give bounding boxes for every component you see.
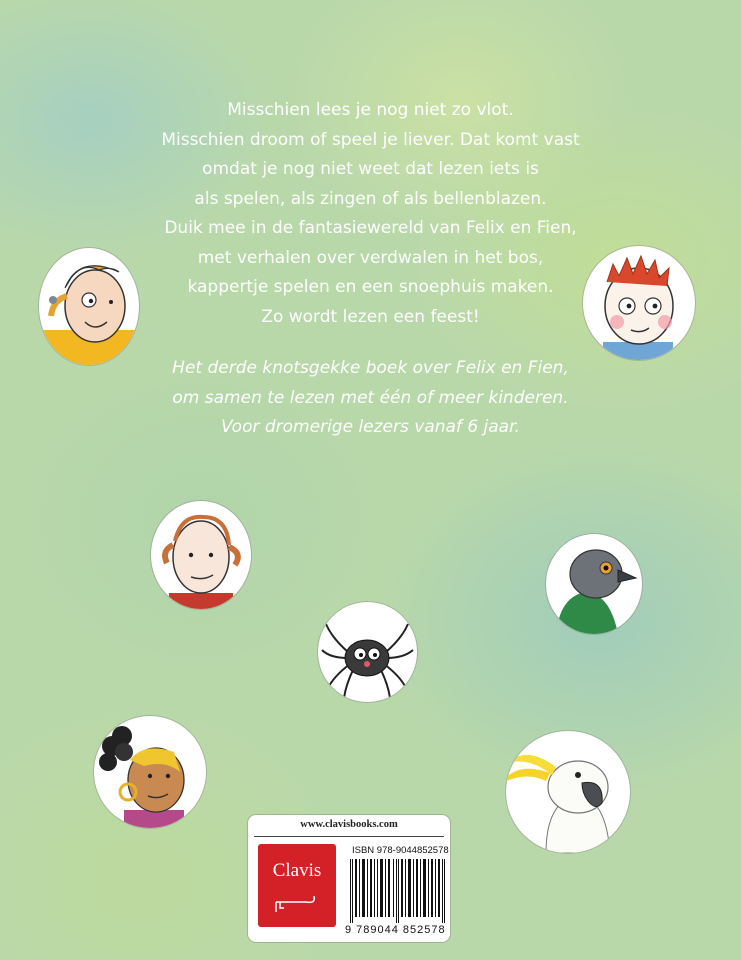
tagline-line: Voor dromerige lezers vanaf 6 jaar. [221,417,520,437]
spider-portrait-icon [318,602,417,702]
blurb-line: als spelen, als zingen of als bellenblazen. [194,188,547,209]
blurb-line: kappertje spelen en een snoephuis maken. [187,277,554,297]
tagline [120,354,621,443]
boy-red-hair-portrait-icon [583,246,695,360]
barcode-number: 9 789044 852578 [345,924,446,936]
isbn-label: ISBN 978-9044852578 [352,845,449,856]
divider [254,836,444,837]
key-icon [272,892,322,914]
blurb-line: omdat je nog niet weet dat lezen iets is [202,159,539,179]
woman-portrait-icon [151,501,251,609]
girl-pigtails-portrait-icon [39,248,139,365]
blurb-line: met verhalen over verdwalen in het bos, [197,247,544,268]
tagline-line: Het derde knotsgekke boek over Felix en Fien, [172,358,569,378]
girl-curly-hair-portrait-icon [94,716,206,828]
publisher-name: Clavis [272,860,322,881]
barcode-box [248,815,450,942]
barcode-bars [350,859,446,923]
publisher-logo [258,844,336,927]
blurb-line: Misschien lees je nog niet zo vlot. [227,100,514,120]
blurb-line: Zo wordt lezen een feest! [261,306,480,327]
tagline-line: om samen te lezen met één of meer kinderen. [172,387,569,408]
pigeon-portrait-icon [546,534,642,634]
blurb-line: Misschien droom of speel je liever. Dat komt vast [161,129,580,150]
publisher-website: www.clavisbooks.com [300,819,398,830]
cockatoo-portrait-icon [506,731,630,853]
back-cover-blurb [120,96,621,332]
blurb-line: Duik mee in de fantasiewereld van Felix en Fien, [164,218,577,238]
